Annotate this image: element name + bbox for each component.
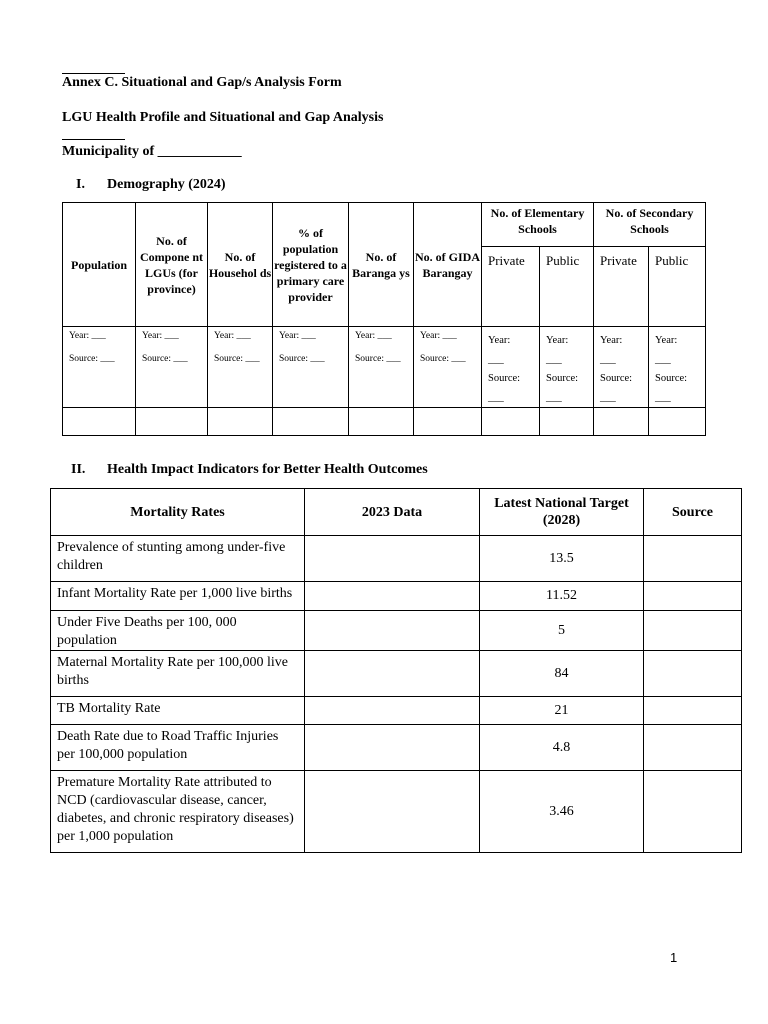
cell-sec-public-value[interactable] [649,408,706,436]
indicator-label: Maternal Mortality Rate per 100,000 live births [51,651,305,697]
table-row [51,582,742,611]
indicator-label: TB Mortality Rate [51,697,305,725]
cell-elem-private-value[interactable] [482,408,540,436]
data-2023-cell[interactable] [305,611,480,651]
demography-table [62,202,706,436]
indicator-label: Under Five Deaths per 100, 000 population [51,611,305,651]
year-source-row [63,327,706,408]
section1-number: I. [76,177,85,192]
col-secondary: No. of Secondary Schools [594,203,706,247]
header-national-target: Latest National Target (2028) [480,489,644,536]
cell-sec-private-meta: Year: ___ Source: ___ [594,327,649,408]
header-mortality-rates: Mortality Rates [51,489,305,536]
col-households: No. of Househol ds [208,203,273,327]
cell-population-value[interactable] [63,408,136,436]
indicator-label: Premature Mortality Rate attributed to NCD (cardiovascular disease, cancer, diabetes, and chronic respiratory diseases) per 1,000 population [51,771,305,853]
top-rule [62,73,125,74]
data-2023-cell[interactable] [305,725,480,771]
profile-title: LGU Health Profile and Situational and Gap Analysis [62,110,384,125]
elem-private-header: Private [482,247,540,327]
source-cell[interactable] [644,771,742,853]
indicator-label: Death Rate due to Road Traffic Injuries per 100,000 population [51,725,305,771]
cell-households-meta: Year: ___ Source: ___ [208,327,273,408]
table-row [51,651,742,697]
health-indicators-table [50,488,742,853]
cell-gida-meta: Year: ___ Source: ___ [414,327,482,408]
table-row [51,611,742,651]
header-2023-data: 2023 Data [305,489,480,536]
source-cell[interactable] [644,611,742,651]
section1-title: Demography (2024) [107,177,226,192]
col-component-lgus: No. of Compone nt LGUs (for province) [136,203,208,327]
target-value: 13.5 [480,536,644,582]
col-barangays: No. of Baranga ys [349,203,414,327]
data-entry-row [63,408,706,436]
target-value: 11.52 [480,582,644,611]
annex-title: Annex C. Situational and Gap/s Analysis Form [62,75,342,90]
source-cell[interactable] [644,582,742,611]
sec-private-header: Private [594,247,649,327]
col-elementary: No. of Elementary Schools [482,203,594,247]
cell-lgus-value[interactable] [136,408,208,436]
sec-public-header: Public [649,247,706,327]
elem-public-header: Public [540,247,594,327]
col-population: Population [63,203,136,327]
header-source: Source [644,489,742,536]
cell-barangays-meta: Year: ___ Source: ___ [349,327,414,408]
cell-registered-value[interactable] [273,408,349,436]
target-value: 5 [480,611,644,651]
cell-gida-value[interactable] [414,408,482,436]
target-value: 84 [480,651,644,697]
page-number: 1 [670,950,678,965]
source-cell[interactable] [644,651,742,697]
table-row [51,725,742,771]
cell-sec-private-value[interactable] [594,408,649,436]
cell-sec-public-meta: Year: ___ Source: ___ [649,327,706,408]
section2-title: Health Impact Indicators for Better Health Outcomes [107,462,428,477]
data-2023-cell[interactable] [305,582,480,611]
source-cell[interactable] [644,697,742,725]
cell-barangays-value[interactable] [349,408,414,436]
col-gida: No. of GIDA Barangay [414,203,482,327]
section2-number: II. [71,462,86,477]
data-2023-cell[interactable] [305,651,480,697]
source-cell[interactable] [644,536,742,582]
data-2023-cell[interactable] [305,536,480,582]
municipality-line: Municipality of ____________ [62,144,242,159]
data-2023-cell[interactable] [305,771,480,853]
target-value: 21 [480,697,644,725]
table-row [51,697,742,725]
cell-households-value[interactable] [208,408,273,436]
cell-lgus-meta: Year: ___ Source: ___ [136,327,208,408]
indicator-label: Prevalence of stunting among under-five children [51,536,305,582]
table-row [51,771,742,853]
cell-elem-private-meta: Year: ___ Source: ___ [482,327,540,408]
cell-elem-public-meta: Year: ___ Source: ___ [540,327,594,408]
data-2023-cell[interactable] [305,697,480,725]
cell-registered-meta: Year: ___ Source: ___ [273,327,349,408]
cell-elem-public-value[interactable] [540,408,594,436]
source-cell[interactable] [644,725,742,771]
table-row [51,536,742,582]
target-value: 4.8 [480,725,644,771]
indicator-label: Infant Mortality Rate per 1,000 live births [51,582,305,611]
mid-rule [62,139,125,140]
target-value: 3.46 [480,771,644,853]
cell-population-meta: Year: ___ Source: ___ [63,327,136,408]
col-registered: % of population registered to a primary care provider [273,203,349,327]
